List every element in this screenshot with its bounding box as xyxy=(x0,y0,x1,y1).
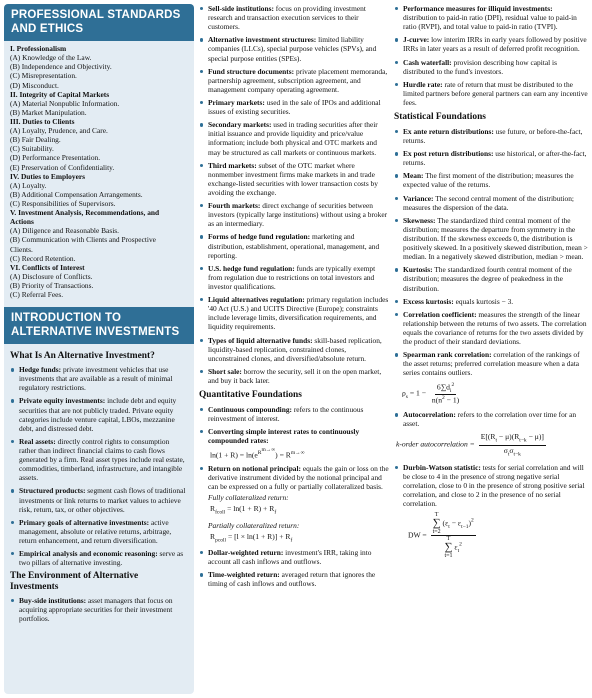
bullet-icon xyxy=(11,599,14,602)
definition: limited liability companies (LLCs), special purpose vehicles (SPVs), and special purpose entities (SPEs). xyxy=(208,35,377,63)
list-item xyxy=(199,201,389,228)
definition: asset managers that focus on acquiring appropriate securities for their investment portfolios. xyxy=(19,595,173,624)
list-item xyxy=(394,216,588,262)
definition: private investment vehicles that use investments that are available as a result of minimal regulatory restrictions. xyxy=(19,365,173,393)
list-item xyxy=(199,427,389,460)
definition: focus on providing investment research and transaction execution services to their customers. xyxy=(208,4,366,32)
definition: serve as two pillars of alternative investing. xyxy=(19,549,184,568)
standard-item: (A) Diligence and Reasonable Basis. xyxy=(10,226,119,236)
bullet-icon xyxy=(395,61,398,64)
term: Correlation coefficient: xyxy=(403,309,477,319)
term: Structured products: xyxy=(19,486,86,496)
definition: The first moment of the distribution; measures the expected value of the returns. xyxy=(403,171,574,190)
section-heading: What Is An Alternative Investment? xyxy=(10,351,155,362)
list-item xyxy=(394,350,588,377)
definition: borrow the security, sell it on the open market, and buy it back later. xyxy=(208,366,382,385)
continuous-compounding-formula: $\ln(1 + R) = \ln(e^{R^{m\to\infty}}) = R^{m\to\infty}$ xyxy=(210,447,305,460)
list-item xyxy=(394,149,588,167)
bullet-icon xyxy=(11,368,14,371)
term: Types of liquid alternative funds: xyxy=(208,335,313,345)
definition: subset of the OTC market where nonmember investment firms make markets in and trade exchange-listed securities with lower transaction costs by avoiding the exchange. xyxy=(208,160,378,197)
list-item xyxy=(10,486,188,513)
term: Converting simple interest rates to continuously compounded rates: xyxy=(208,427,360,446)
term: Ex post return distributions: xyxy=(403,149,494,159)
term: Hurdle rate: xyxy=(403,79,443,89)
k-order-autocorrelation-formula: k-order autocorrelation = $\frac{E[(R_t - \mu)(R_{t-k} - \mu)]}{\sigma_t\sigma_{t-k}}$ xyxy=(396,432,544,458)
standard-item: (D) Misconduct. xyxy=(10,80,59,90)
term: Alternative investment structures: xyxy=(208,35,317,45)
standard-item: (A) Knowledge of the Law. xyxy=(10,53,92,63)
term: Skewness: xyxy=(403,215,436,225)
standard-item: (C) Responsibilities of Supervisors. xyxy=(10,198,116,208)
standard-item: (B) Fair Dealing. xyxy=(10,135,61,145)
definition: tests for serial correlation and will be close to 4 in the presence of strong negative serial correlation, close to 0 in the presence of strong positive serial correlation, and close to 2 in the presence of no serial correlation. xyxy=(403,462,585,509)
autocorrelation-list xyxy=(394,410,588,428)
term: Primary markets: xyxy=(208,97,265,107)
definition: active management, absolute or relative returns, arbitrage, return enhancement, and return diversification. xyxy=(19,517,172,545)
list-item xyxy=(10,518,188,545)
standard-item: (A) Disclosure of Conflicts. xyxy=(10,271,93,281)
list-item xyxy=(394,310,588,346)
definition: use future, or before-the-fact, returns. xyxy=(403,126,583,146)
term: Secondary markets: xyxy=(208,120,272,130)
bullet-icon xyxy=(200,298,203,301)
list-item xyxy=(199,161,389,197)
partially-collateralized-formula: $R_{pcoll} = [l \times \ln(1 + R)] + R_f$ xyxy=(210,531,293,544)
bullet-icon xyxy=(200,70,203,73)
definition: include debt and equity securities that are not publicly traded. Private equity categories include venture capital, LBOs, mezzanine debt, and distressed debt. xyxy=(19,396,177,433)
term: Time-weighted return: xyxy=(208,570,280,580)
bullet-icon xyxy=(200,370,203,373)
definition: direct exchange of securities between investors (typically large institutions) without using a broker as an intermediary. xyxy=(208,201,388,229)
bullet-icon xyxy=(395,38,398,41)
what-is-list xyxy=(10,365,188,567)
list-item xyxy=(199,570,389,588)
standard-heading: II. Integrity of Capital Markets xyxy=(10,89,110,99)
definition: primary regulation includes '40 Act (U.S.) and UCITS Directive (Europe); constraints include leverage limits, diversification requirements, and liquidity requirements. xyxy=(208,295,389,332)
term: Kurtosis: xyxy=(403,265,433,275)
term: Mean: xyxy=(403,171,424,181)
list-item xyxy=(199,464,389,544)
term: U.S. hedge fund regulation: xyxy=(208,263,295,273)
definition: low interim IRRs in early years followed by positive IRRs in later years as a result of deferred profit recognition. xyxy=(403,35,587,54)
term: J-curve: xyxy=(403,35,430,45)
standard-item: Clients. xyxy=(10,244,33,254)
bullet-icon xyxy=(11,552,14,555)
definition: marketing and distribution, establishment, operational, management, and reporting. xyxy=(208,232,380,260)
term: Fund structure documents: xyxy=(208,66,295,76)
banner-title-line2: ALTERNATIVE INVESTMENTS xyxy=(11,325,180,338)
term: Return on notional principal: xyxy=(208,463,302,473)
durbin-watson-list xyxy=(394,463,588,509)
bullet-icon xyxy=(200,123,203,126)
list-item xyxy=(10,437,188,483)
standard-item: (E) Preservation of Confidentiality. xyxy=(10,162,115,172)
list-item xyxy=(394,171,588,189)
environment-list xyxy=(10,596,188,623)
definition: The standardized fourth central moment of the distribution; measures the degree of peakedness in the distribution. xyxy=(403,265,572,293)
bullet-icon xyxy=(395,197,398,200)
definition: The standardized third central moment of the distribution; measures the departure from symmetry in the distribution. If the skewness exceeds 0, the distribution is positively skewed. In a positively skewed distribution, mean > median. In a negatively skewed distribution, median > mean. xyxy=(403,215,588,262)
definition: equals the gain or loss on the derivative instrument divided by the notional principal and can be expressed on a fully or partially collateralized basis. xyxy=(208,463,389,492)
formula-label: Partially collateralized return: xyxy=(208,520,300,530)
list-item xyxy=(394,35,588,53)
definition: skill-based replication, liquidity-based replication, constrained clones, unconstrained clones, and diversified/absolute return. xyxy=(208,335,382,363)
list-item xyxy=(199,232,389,259)
bullet-icon xyxy=(200,551,203,554)
term: Excess kurtosis: xyxy=(403,296,454,306)
bullet-icon xyxy=(395,313,398,316)
bullet-icon xyxy=(395,174,398,177)
definition: provision describing how capital is distributed to the fund's investors. xyxy=(403,57,557,76)
bullet-icon xyxy=(200,101,203,104)
term: Real assets: xyxy=(19,436,56,446)
term: Durbin-Watson statistic: xyxy=(403,462,481,472)
standard-heading: I. Professionalism xyxy=(10,44,67,54)
statistical-list xyxy=(394,127,588,378)
bullet-icon xyxy=(200,204,203,207)
standard-heading: IV. Duties to Employers xyxy=(10,171,86,181)
bullet-icon xyxy=(200,467,203,470)
list-item xyxy=(199,336,389,363)
standard-heading: VI. Conflicts of Interest xyxy=(10,262,85,272)
definition: segment cash flows of traditional investments or link returns to market values to achieve risk, return, tax, or other objectives. xyxy=(19,486,186,514)
standard-item: (C) Suitability. xyxy=(10,144,54,154)
bullet-icon xyxy=(200,430,203,433)
markets-column xyxy=(199,4,389,593)
standard-heading: V. Investment Analysis, Recommendations, and xyxy=(10,208,160,218)
heading-line1: The Environment of Alternative xyxy=(10,571,139,582)
statistics-column xyxy=(394,4,588,559)
term: Buy-side institutions: xyxy=(19,595,87,605)
term: Autocorrelation: xyxy=(403,410,456,420)
list-item xyxy=(199,4,389,31)
bullet-icon xyxy=(200,38,203,41)
list-item xyxy=(199,264,389,291)
bullet-icon xyxy=(11,399,14,402)
term: Short sale: xyxy=(208,366,242,376)
bullet-icon xyxy=(395,413,398,416)
banner-title-line1: INTRODUCTION TO xyxy=(11,312,122,325)
standard-item: (C) Misrepresentation. xyxy=(10,71,77,81)
definition: refers to the correlation over time for an asset. xyxy=(403,410,577,429)
list-item xyxy=(199,98,389,116)
term: Liquid alternatives regulation: xyxy=(208,295,305,305)
definition: rate of return that must be distributed to the limited partners before general partners can earn any incentive fees. xyxy=(403,79,588,107)
standards-outline xyxy=(4,41,194,301)
bullet-icon xyxy=(11,440,14,443)
term: Performance measures for illiquid investments: xyxy=(403,4,553,13)
term: Variance: xyxy=(403,193,434,203)
standard-item: (C) Record Retention. xyxy=(10,253,76,263)
quant-list xyxy=(199,405,389,589)
list-item xyxy=(199,405,389,423)
term: Hedge funds: xyxy=(19,365,62,375)
bullet-icon xyxy=(395,268,398,271)
bullet-icon xyxy=(200,408,203,411)
term: Fourth markets: xyxy=(208,201,261,211)
list-item xyxy=(10,549,188,567)
durbin-watson-formula: DW = T ∑ t=2 $(\varepsilon_t - \varepsilon_{t-1})^2$ T ∑ t=1 $\varepsilon_t^2$ xyxy=(408,512,474,560)
term: Primary goals of alternative investments: xyxy=(19,517,150,527)
bullet-icon xyxy=(200,7,203,10)
bullet-icon xyxy=(395,83,398,86)
markets-list xyxy=(199,4,389,385)
definition: equals kurtosis − 3. xyxy=(453,296,514,306)
list-item xyxy=(10,396,188,432)
list-item xyxy=(10,596,188,623)
formula-label: k-order autocorrelation = xyxy=(396,439,475,449)
term: Empirical analysis and economic reasoning: xyxy=(19,549,158,559)
standard-item: (A) Loyalty, Prudence, and Care. xyxy=(10,126,108,136)
bullet-icon xyxy=(200,573,203,576)
list-item xyxy=(394,58,588,76)
list-item xyxy=(394,410,588,428)
heading-line2: Investments xyxy=(10,582,59,593)
standard-item: (B) Independence and Objectivity. xyxy=(10,62,112,72)
illiquid-measures-list xyxy=(394,4,588,107)
definition: correlation of the rankings of the asset returns; preferred correlation measure when a data series contains outliers. xyxy=(403,350,580,378)
ethics-intro-column xyxy=(4,4,194,694)
bullet-icon xyxy=(395,152,398,155)
definition: funds are typically exempt from regulation due to restrictions on total investors and investor qualifications. xyxy=(208,263,376,291)
spearman-formula: $\rho_s = 1$ − $\frac{6\sum d_i^2}{n(n^2 - 1)}$ xyxy=(402,381,460,405)
standard-item: (B) Market Manipulation. xyxy=(10,107,87,117)
term: Ex ante return distributions: xyxy=(403,126,494,136)
term: Private equity investments: xyxy=(19,396,106,406)
bullet-icon xyxy=(395,130,398,133)
term: Forms of hedge fund regulation: xyxy=(208,232,311,242)
definition: refers to the continuous reinvestment of interest. xyxy=(208,404,364,423)
bullet-icon xyxy=(395,300,398,303)
term: Spearman rank correlation: xyxy=(403,350,492,360)
term: Third markets: xyxy=(208,160,257,170)
bullet-icon xyxy=(200,235,203,238)
list-item xyxy=(394,4,588,31)
standard-item: (A) Loyalty. xyxy=(10,180,47,190)
list-item xyxy=(199,548,389,566)
professional-standards-banner xyxy=(4,4,194,41)
definition: The second central moment of the distribution; measures the dispersion of the data. xyxy=(403,193,574,212)
standard-item: (B) Communication with Clients and Prospective xyxy=(10,235,156,245)
list-item xyxy=(199,67,389,94)
standard-item: (B) Additional Compensation Arrangements. xyxy=(10,189,143,199)
section-heading: Statistical Foundations xyxy=(394,112,486,123)
list-item xyxy=(199,35,389,62)
list-item xyxy=(394,297,588,306)
list-item xyxy=(199,295,389,331)
intro-section xyxy=(4,344,194,623)
bullet-icon xyxy=(200,164,203,167)
bullet-icon xyxy=(11,521,14,524)
list-item xyxy=(394,194,588,212)
definition: use historical, or after-the-fact, returns. xyxy=(403,149,587,168)
bullet-icon xyxy=(11,489,14,492)
section-heading: Quantitative Foundations xyxy=(199,390,302,401)
definition: used in the sale of IPOs and additional issues of existing securities. xyxy=(208,97,381,117)
standard-heading: III. Duties to Clients xyxy=(10,117,75,126)
intro-alt-investments-banner xyxy=(4,307,194,344)
list-item xyxy=(199,367,389,385)
list-item xyxy=(10,365,188,392)
list-item xyxy=(394,80,588,107)
term: Continuous compounding: xyxy=(208,404,292,414)
definition: directly control rights to consumption rather than indirect financial claims to cash flows generated by a firm. Real asset types include real estate, commodities, timberland, infrastructure, and intangible assets. xyxy=(19,436,185,483)
standard-item: (A) Material Nonpublic Information. xyxy=(10,98,120,108)
definition: distribution to paid-in ratio (DPI), residual value to paid-in ratio (RVPI), and total value to paid-in ratio (TVPI). xyxy=(403,13,577,32)
term: Sell-side institutions: xyxy=(208,4,274,13)
definition: averaged return that ignores the timing of cash inflows and outflows. xyxy=(208,570,376,589)
list-item xyxy=(394,265,588,292)
bullet-icon xyxy=(395,219,398,222)
section-heading xyxy=(10,571,188,593)
definition: investment's IRR, taking into account all cash inflows and outflows. xyxy=(208,548,372,567)
banner-title-line2: AND ETHICS xyxy=(11,22,84,35)
list-item xyxy=(199,120,389,156)
bullet-icon xyxy=(395,466,398,469)
term: Cash waterfall: xyxy=(403,57,452,67)
standard-heading: Actions xyxy=(10,217,34,227)
bullet-icon xyxy=(395,7,398,10)
bullet-icon xyxy=(200,339,203,342)
list-item xyxy=(394,463,588,509)
standard-item: (B) Priority of Transactions. xyxy=(10,280,94,290)
term: Dollar-weighted return: xyxy=(208,548,284,558)
standard-item: (C) Referral Fees. xyxy=(10,290,64,300)
fully-collateralized-formula: $R_{fcoll} = \ln(1 + R) + R_f$ xyxy=(210,504,277,516)
definition: used in trading securities after their initial issuance and provide liquidity and price/value information; include both physical and OTC markets and may be structured as call markets or continuous markets. xyxy=(208,120,378,157)
bullet-icon xyxy=(395,353,398,356)
bullet-icon xyxy=(200,267,203,270)
definition: measures the strength of the linear relationship between the returns of two assets. The correlation equals the covariance of returns for the two assets divided by the product of their standard deviations. xyxy=(403,309,587,347)
banner-title-line1: PROFESSIONAL STANDARDS xyxy=(11,9,181,21)
standard-item: (D) Performance Presentation. xyxy=(10,153,101,163)
definition: private placement memoranda, partnership agreement, subscription agreement, and management company operating agreement. xyxy=(208,66,388,94)
formula-label: Fully collateralized return: xyxy=(208,493,289,503)
list-item xyxy=(394,127,588,145)
